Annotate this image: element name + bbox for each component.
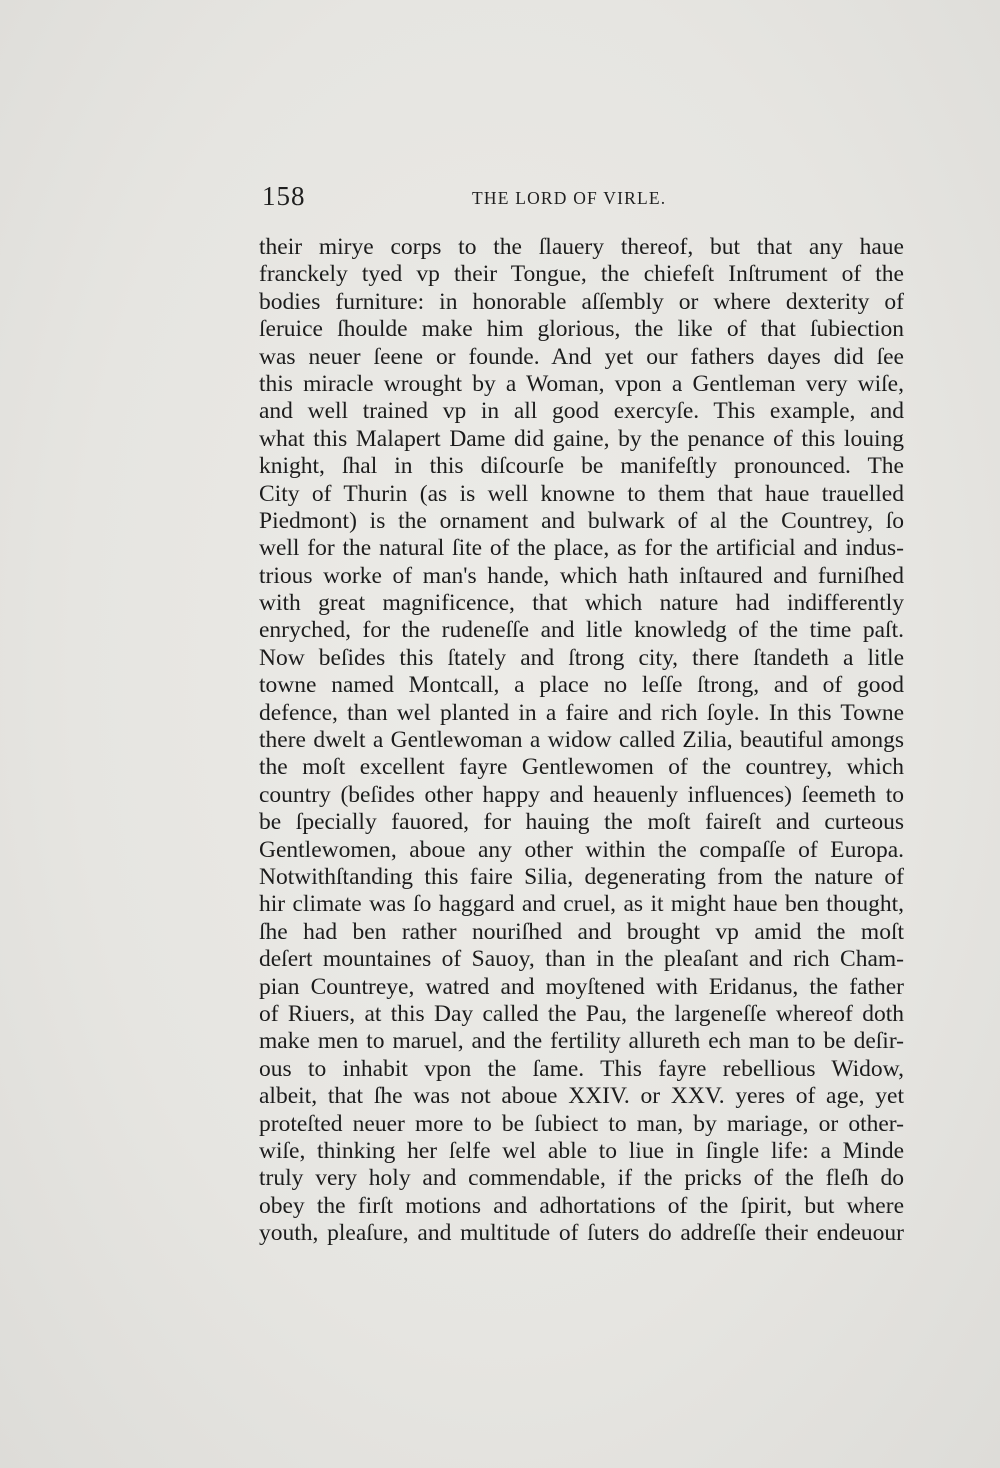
- text-line: what this Malapert Dame did gaine, by the penance of this louing: [259, 425, 904, 452]
- text-line: defence, than wel planted in a faire and rich ſoyle. In this Towne: [259, 699, 904, 726]
- text-line: truly very holy and commendable, if the pricks of the fleſh do: [259, 1165, 904, 1192]
- text-line: their mirye corps to the ſlauery thereof, but that any haue: [259, 234, 904, 260]
- text-line: country (beſides other happy and heauenly influences) ſeemeth to: [259, 781, 904, 808]
- text-line: trious worke of man's hande, which hath inſtaured and furniſhed: [259, 562, 904, 589]
- text-line: enryched, for the rudeneſſe and litle knowledg of the time paſt.: [259, 617, 904, 644]
- text-line: City of Thurin (as is well knowne to them that haue trauelled: [259, 480, 904, 507]
- text-line: pian Countreye, watred and moyſtened with Eridanus, the father: [259, 973, 904, 1000]
- text-line: be ſpecially fauored, for hauing the moſt faireſt and curteous: [259, 809, 904, 836]
- text-line: of Riuers, at this Day called the Pau, the largeneſſe whereof doth: [259, 1000, 904, 1027]
- text-line: was neuer ſeene or founde. And yet our fathers dayes did ſee: [259, 343, 904, 370]
- text-line: ous to inhabit vpon the ſame. This fayre rebellious Widow,: [259, 1055, 904, 1082]
- text-line: and well trained vp in all good exercyſe. This example, and: [259, 398, 904, 425]
- text-line: this miracle wrought by a Woman, vpon a Gentleman very wiſe,: [259, 370, 904, 397]
- text-line: hir climate was ſo haggard and cruel, as it might haue ben thought,: [259, 891, 904, 918]
- text-line: there dwelt a Gentlewoman a widow called Zilia, beautiful amongs: [259, 727, 904, 754]
- text-line: ſeruice ſhoulde make him glorious, the like of that ſubiection: [259, 316, 904, 343]
- text-line: well for the natural ſite of the place, as for the artificial and indus-: [259, 535, 904, 562]
- page-number: 158: [262, 181, 306, 211]
- text-line: Notwithſtanding this faire Silia, degenerating from the nature of: [259, 863, 904, 890]
- text-line: make men to maruel, and the fertility allureth ech man to be deſir-: [259, 1028, 904, 1055]
- text-line: Piedmont) is the ornament and bulwark of al the Countrey, ſo: [259, 507, 904, 534]
- text-line: towne named Montcall, a place no leſſe ſtrong, and of good: [259, 672, 904, 699]
- text-line: the moſt excellent fayre Gentlewomen of the countrey, which: [259, 754, 904, 781]
- text-line: franckely tyed vp their Tongue, the chiefeſt Inſtrument of the: [259, 261, 904, 288]
- text-line: ſhe had ben rather nouriſhed and brought vp amid the moſt: [259, 918, 904, 945]
- text-line: knight, ſhal in this diſcourſe be manifeſtly pronounced. The: [259, 453, 904, 480]
- text-line: Gentlewomen, aboue any other within the compaſſe of Europa.: [259, 836, 904, 863]
- text-line: obey the firſt motions and adhortations of the ſpirit, but where: [259, 1192, 904, 1219]
- text-line: bodies furniture: in honorable aſſembly or where dexterity of: [259, 288, 904, 315]
- body-text: [259, 234, 904, 1247]
- text-line: Now beſides this ſtately and ſtrong city, there ſtandeth a litle: [259, 644, 904, 671]
- text-line: wiſe, thinking her ſelfe wel able to liue in ſingle life: a Minde: [259, 1137, 904, 1164]
- text-line: with great magnificence, that which nature had indifferently: [259, 590, 904, 617]
- text-line: youth, pleaſure, and multitude of ſuters do addreſſe their endeuour: [259, 1220, 904, 1247]
- text-line: albeit, that ſhe was not aboue XXIV. or XXV. yeres of age, yet: [259, 1083, 904, 1110]
- text-line: proteſted neuer more to be ſubiect to man, by mariage, or other-: [259, 1110, 904, 1137]
- running-title: THE LORD OF VIRLE.: [472, 188, 667, 208]
- text-line: deſert mountaines of Sauoy, than in the pleaſant and rich Cham-: [259, 946, 904, 973]
